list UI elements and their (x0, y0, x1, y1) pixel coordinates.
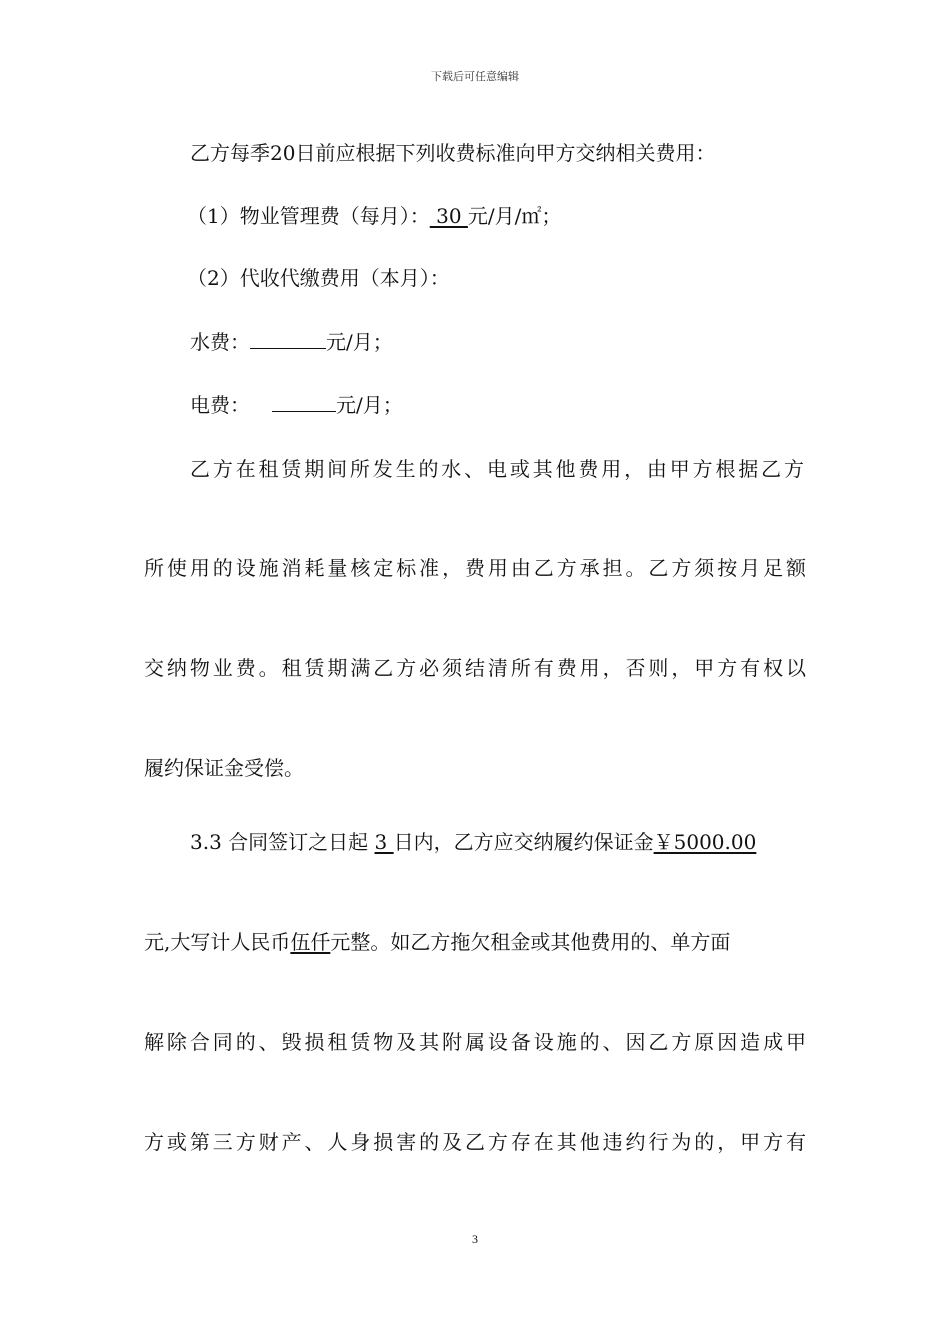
text-line-property-fee (187, 203, 561, 229)
text: 水费： (190, 330, 250, 354)
deposit-days: 3 (374, 830, 394, 854)
text: 元/月； (326, 330, 393, 354)
text-line-water-fee (190, 328, 393, 355)
text-line (144, 755, 304, 781)
page-header: 下载后可任意编辑 (431, 70, 519, 83)
text: 元,大写计人民币 (144, 930, 291, 954)
text-line-deposit (190, 829, 756, 855)
text: （2）代收代缴费用（本月）： (187, 266, 450, 290)
text-line-fee-schedule (190, 140, 715, 166)
water-fee-blank (250, 328, 326, 349)
electric-fee-blank (272, 391, 336, 412)
deposit-amount: ￥5000.00 (653, 830, 757, 854)
text-line-deposit-chinese (144, 929, 806, 955)
text: 电费： (190, 393, 250, 417)
text: 3.3 合同签订之日起 (190, 830, 375, 854)
text-line-electric-fee (190, 391, 403, 418)
text-line: 交纳物业费。租赁期满乙方必须结清所有费用，否则，甲方有权以 (144, 656, 806, 680)
text: 乙方每季20日前应根据下列收费标准向甲方交纳相关费用： (190, 141, 716, 165)
text-line (190, 456, 804, 482)
text-line: 所使用的设施消耗量核定标准，费用由乙方承担。乙方须按月足额 (144, 556, 806, 580)
property-fee-value: 30 (429, 204, 468, 228)
text: 元/月； (336, 393, 403, 417)
text-line: 解除合同的、毁损租赁物及其附属设备设施的、因乙方原因造成甲 (144, 1030, 806, 1054)
text: 元整。如乙方拖欠租金或其他费用的、单方面 (330, 930, 731, 954)
text-line: 方或第三方财产、人身损害的及乙方存在其他违约行为的，甲方有 (144, 1130, 806, 1154)
text: 元/月/㎡； (467, 204, 562, 228)
deposit-amount-chinese: 伍仟 (290, 930, 331, 954)
paragraph-text: 乙方在租赁期间所发生的水、电或其他费用，由甲方根据乙方 (190, 457, 804, 481)
text: （1）物业管理费（每月）： (187, 204, 430, 228)
page-number: 3 (472, 1232, 478, 1246)
text: 履约保证金受偿。 (144, 756, 304, 780)
text: 日内，乙方应交纳履约保证金 (393, 830, 654, 854)
text-line-collected-fees (187, 265, 450, 291)
